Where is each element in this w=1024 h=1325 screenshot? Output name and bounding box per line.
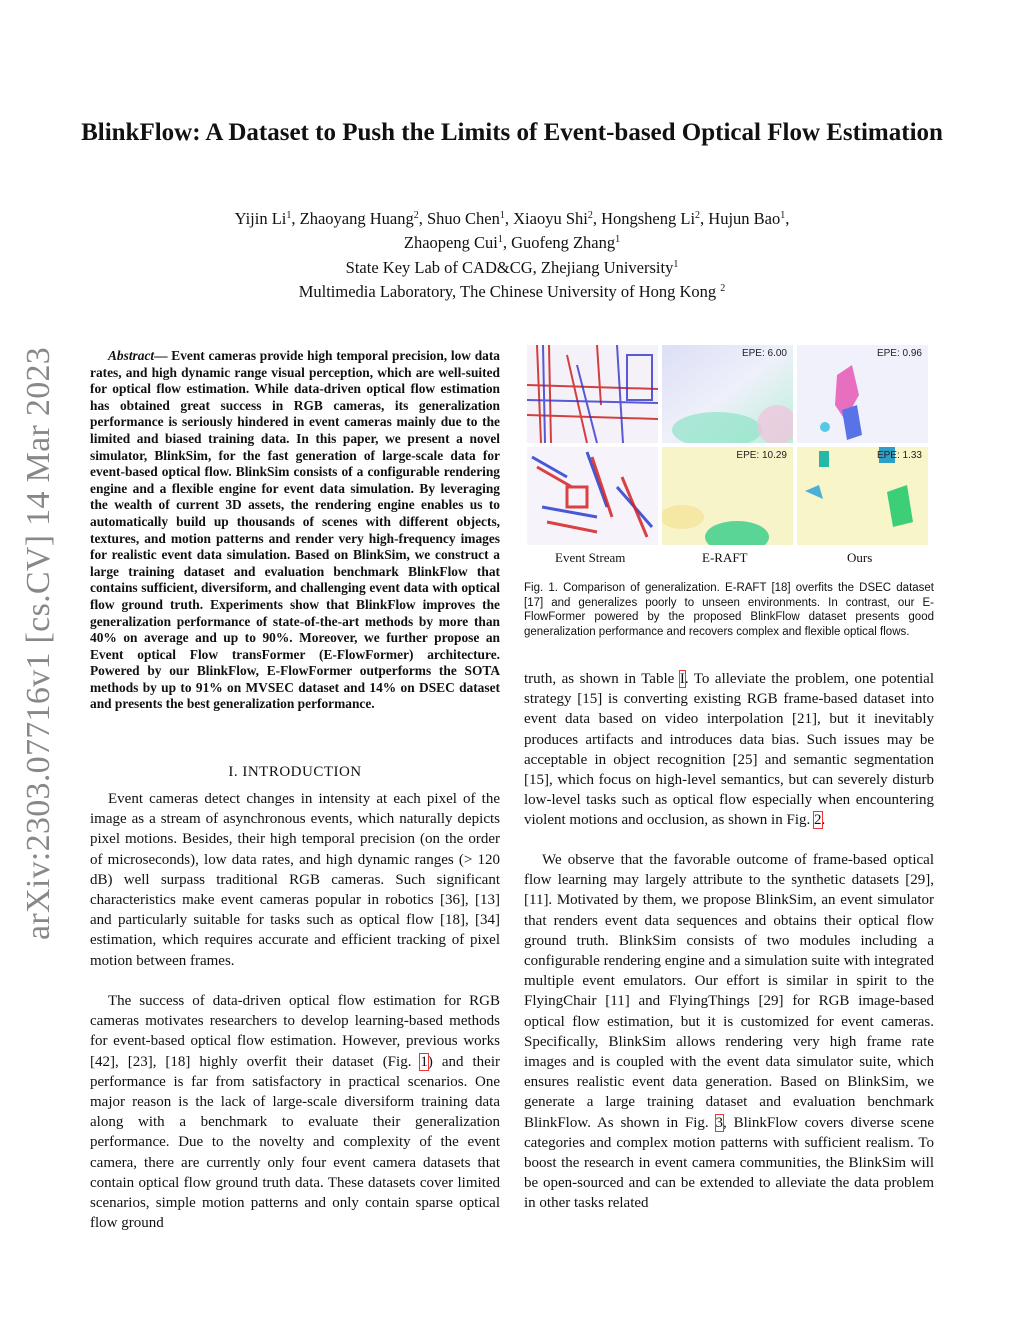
- eraft-flow-1: [662, 345, 793, 443]
- paper-title: BlinkFlow: A Dataset to Push the Limits of Event-based Optical Flow Estimation: [81, 119, 943, 146]
- ours-flow-1: [797, 345, 928, 443]
- section-heading: I. INTRODUCTION: [228, 764, 362, 780]
- intro-paragraph-1: Event cameras detect changes in intensity at each pixel of the image as a stream of asynchronous events, which naturally depicts pixel motions. Besides, their high temporal precision (on the order of microseconds), low data rates, and high dynamic ranges (> 120 dB) well surpass traditional RGB cameras. Such significant characteristics make event cameras popular in robotics [36], [13] and particularly suitable for tasks such as optical flow [18], [34] estimation, which requires accurate and efficient tracking of pixel motion between frames.: [90, 791, 500, 969]
- arxiv-identifier: arXiv:2303.07716v1 [cs.CV] 14 Mar 2023: [20, 346, 57, 940]
- figure-caption: Fig. 1. Comparison of generalization. E-RAFT [18] overfits the DSEC dataset [17] and generalizes poorly to unseen environments. In contrast, our E-FlowFormer powered by the proposed BlinkFlow dataset presents good generalization performance and recovers complex and flexible optical flows.: [524, 582, 934, 638]
- figure-ref-link[interactable]: 1: [420, 1053, 428, 1070]
- epe-label: EPE: 6.00: [741, 348, 787, 359]
- author-name: Hujun Bao: [708, 209, 781, 228]
- author-name: Guofeng Zhang: [511, 233, 616, 252]
- figure-ref-link[interactable]: 2: [814, 812, 822, 829]
- abstract-text: Event cameras provide high temporal precision, low data rates, and high dynamic range visual perception, which are well-suited for optical flow estimation. While data-driven optical flow estimation has obtained great success in RGB cameras, its generalization performance is seriously hindered in event cameras mainly due to the limited and biased training data. In this paper, we present a novel simulator, BlinkSim, for the fast generation of large-scale data for event-based optical flow. BlinkSim consists of a configurable rendering engine and a flexible engine for event data simulation. By leveraging the wealth of current 3D assets, the rendering engine enables us to automatically build up thousands of scenes with different objects, textures, and motion patterns and render very high-frequency images for realistic event data simulation. Based on BlinkSim, we construct a large training dataset and evaluation benchmark BlinkFlow that contains sufficient, diversiform, and challenging event data with optical flow ground truth. Experiments show that BlinkFlow improves the generalization performance of state-of-the-art methods by more than 40% on average and up to 90%. Moreover, we further propose an Event optical Flow transFormer (E-FlowFormer) architecture. Powered by our BlinkFlow, E-FlowFormer outperforms the SOTA methods by up to 91% on MVSEC dataset and 14% on DSEC dataset and presents the best generalization performance.: [90, 348, 500, 712]
- author-name: Shuo Chen: [426, 209, 500, 228]
- affiliation-list: [100, 256, 924, 304]
- epe-label: EPE: 0.96: [876, 348, 922, 359]
- table-ref-link[interactable]: I: [679, 671, 685, 687]
- column-label-eraft: E-RAFT: [702, 550, 748, 565]
- right-paragraph-1: truth, as shown in Table I. To alleviate the problem, one potential strategy [15] is converting existing RGB frame-based dataset into event data based on video interpolation [21], but it inevitably produces artifacts and introduces data bias. Such issues may be acceptable in object recognition [25] and semantic segmentation [15], which focus on high-level semantics, but can severely disturb low-level tasks such as optical flow especially when encountering violent motions and occlusion, as shown in Fig. 2.: [524, 671, 934, 829]
- author-name: Hongsheng Li: [601, 209, 696, 228]
- right-paragraph-2: We observe that the favorable outcome of frame-based optical flow learning may largely attribute to the synthetic datasets [29], [11]. Motivated by them, we propose BlinkSim, an event simulator that renders event data sequences and obtains their optical flow ground truth. BlinkSim consists of two modules including a configurable rendering engine and a simulation suite with integrated multiple event emulators. Our effort is similar in spirit to the FlyingChair [11] and FlyingThings [29] for RGB image-based optical flow estimation, but it is customized for event cameras. Specifically, BlinkSim allows rendering very high frame rate images and is coupled with the event data simulator suite, which ensures realistic event data generation. Based on BlinkSim, we generate a large training dataset and evaluation benchmark BlinkFlow. As shown in Fig. 3, BlinkFlow covers diverse scene categories and complex motion patterns with sufficient realism. To boost the research in event camera communities, the BlinkSim will be open-sourced and can be extended to alleviate the data problem in other tasks related: [524, 852, 934, 1212]
- column-label-event-stream: Event Stream: [555, 550, 626, 565]
- eraft-flow-2: [662, 447, 793, 545]
- intro-paragraph-2: The success of data-driven optical flow estimation for RGB cameras motivates researchers to develop learning-based methods for event-based optical flow estimation. However, previous works [42], [23], [18] highly overfit their dataset (Fig. 1) and their performance is far from satisfactory in practical scenarios. One major reason is the lack of large-scale diversiform training data along with a benchmark to evaluate their generalization performance. Due to the novelty and complexity of the event camera, there are currently only four event camera datasets that contain optical flow ground truth data. These datasets cover limited scenarios, simple motion patterns and only contain sparse optical flow ground: [90, 993, 500, 1232]
- affiliation-1: State Key Lab of CAD&CG, Zhejiang University$^1$: [345, 258, 679, 277]
- author-name: Xiaoyu Shi: [513, 209, 588, 228]
- epe-label: EPE: 10.29: [736, 450, 787, 461]
- column-label-ours: Ours: [847, 550, 873, 565]
- event-stream-image-2: [527, 447, 658, 545]
- abstract-label: Abstract: [108, 348, 155, 363]
- affiliation-2: Multimedia Laboratory, The Chinese University of Hong Kong $^2$: [298, 282, 726, 301]
- author-name: Yijin Li: [234, 209, 287, 228]
- author-name: Zhaoyang Huang: [299, 209, 414, 228]
- figure-ref-link[interactable]: 3: [715, 1114, 723, 1131]
- event-stream-image-1: [527, 345, 658, 443]
- author-list: Yijin Li$^1$, Zhaoyang Huang$^2$, Shuo Chen$^1$, Xiaoyu Shi$^2$, Hongsheng Li$^2$, Hujun Bao$^1$, Zhaopeng Cui$^1$, Guofeng Zhang$^1$: [234, 209, 790, 252]
- figure-column-labels: [527, 550, 929, 568]
- author-name: Zhaopeng Cui: [403, 233, 498, 252]
- abstract-dash: —: [154, 348, 172, 363]
- abstract: [90, 348, 500, 713]
- ours-flow-2: [797, 447, 928, 545]
- figure-1: [527, 345, 929, 545]
- epe-label: EPE: 1.33: [876, 450, 922, 461]
